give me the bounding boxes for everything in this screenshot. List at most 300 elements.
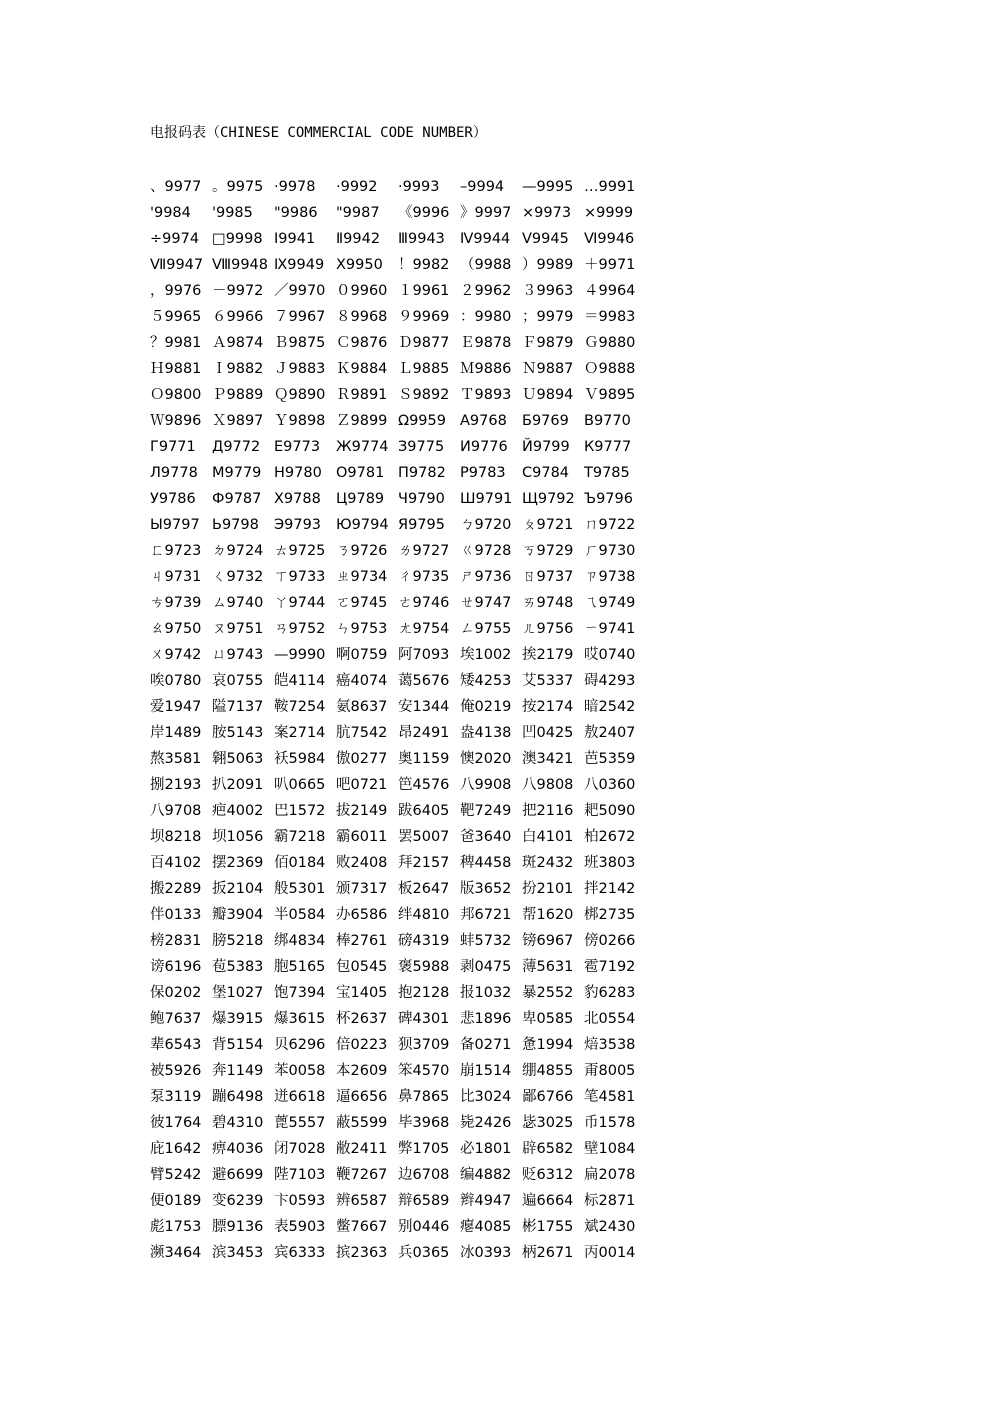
- code-entry: ）9989: [522, 257, 574, 273]
- code-entry: Ｍ9886: [460, 361, 512, 377]
- table-row: [150, 798, 670, 824]
- code-entry: 唉0780: [150, 673, 202, 689]
- code-entry: 吧0721: [336, 777, 388, 793]
- code-entry: 蓖5557: [274, 1115, 326, 1131]
- code-entry: Ь9798: [212, 517, 259, 533]
- table-row: [150, 772, 670, 798]
- code-entry: 爱1947: [150, 699, 202, 715]
- code-entry: 雹7192: [584, 959, 636, 975]
- code-entry: 皑4114: [274, 673, 326, 689]
- code-entry: 把2116: [522, 803, 574, 819]
- table-row: [150, 1058, 670, 1084]
- code-entry: Ⅹ9950: [336, 257, 383, 273]
- code-entry: ㄖ9737: [522, 569, 574, 585]
- table-row: [150, 200, 670, 226]
- code-entry: Ⅲ9943: [398, 231, 445, 247]
- code-entry: 昂2491: [398, 725, 450, 741]
- code-entry: Ы9797: [150, 517, 200, 533]
- code-entry: ：9980: [460, 309, 512, 325]
- code-entry: ！9982: [398, 257, 450, 273]
- code-entry: 币1578: [584, 1115, 636, 1131]
- code-entry: С9784: [522, 465, 570, 481]
- code-entry: 斑2432: [522, 855, 574, 871]
- code-entry: Ж9774: [336, 439, 389, 455]
- code-entry: 保0202: [150, 985, 202, 1001]
- code-entry: —9995: [522, 179, 574, 195]
- code-entry: Т9785: [584, 465, 630, 481]
- code-entry: 鞍7254: [274, 699, 326, 715]
- code-entry: Э9793: [274, 517, 322, 533]
- table-row: [150, 304, 670, 330]
- code-entry: 堡1027: [212, 985, 264, 1001]
- code-entry: 濒3464: [150, 1245, 202, 1261]
- code-entry: 鄙6766: [522, 1089, 574, 1105]
- code-entry: 《9996: [398, 205, 450, 221]
- table-row: [150, 408, 670, 434]
- code-entry: 翱5063: [212, 751, 264, 767]
- code-entry: ；9979: [522, 309, 574, 325]
- table-row: [150, 382, 670, 408]
- code-entry: О9781: [336, 465, 385, 481]
- code-entry: ㄎ9729: [522, 543, 574, 559]
- code-entry: 榜2831: [150, 933, 202, 949]
- table-row: [150, 1006, 670, 1032]
- code-entry: ㄛ9745: [336, 595, 388, 611]
- code-entry: 隘7137: [212, 699, 264, 715]
- code-entry: 胞5165: [274, 959, 326, 975]
- code-entry: 伴0133: [150, 907, 202, 923]
- code-entry: 卑0585: [522, 1011, 574, 1027]
- code-entry: Ｃ9876: [336, 335, 388, 351]
- code-entry: 鳖7667: [336, 1219, 388, 1235]
- table-row: [150, 538, 670, 564]
- code-entry: 板2647: [398, 881, 450, 897]
- code-entry: 表5903: [274, 1219, 326, 1235]
- code-entry: 滨3453: [212, 1245, 264, 1261]
- code-entry: 傲0277: [336, 751, 388, 767]
- code-entry: 靶7249: [460, 803, 512, 819]
- code-entry: 毙2426: [460, 1115, 512, 1131]
- code-entry: Ｒ9891: [336, 387, 388, 403]
- code-entry: 扒2091: [212, 777, 264, 793]
- code-entry: 梆2735: [584, 907, 636, 923]
- table-row: [150, 1032, 670, 1058]
- table-row: [150, 824, 670, 850]
- code-entry: 惫1994: [522, 1037, 574, 1053]
- code-entry: 爸3640: [460, 829, 512, 845]
- code-entry: ２9962: [460, 283, 512, 299]
- code-entry: 编4882: [460, 1167, 512, 1183]
- code-entry: 磅4319: [398, 933, 450, 949]
- code-entry: Л9778: [150, 465, 198, 481]
- code-entry: ６9966: [212, 309, 264, 325]
- code-entry: 绷4855: [522, 1063, 574, 1079]
- code-entry: Ｙ9898: [274, 413, 326, 429]
- code-entry: 绊4810: [398, 907, 450, 923]
- code-entry: 盎4138: [460, 725, 512, 741]
- code-entry: 佰0184: [274, 855, 326, 871]
- code-entry: Ｉ9882: [212, 361, 264, 377]
- table-row: [150, 486, 670, 512]
- code-entry: ／9970: [274, 283, 326, 299]
- code-entry: 笨4570: [398, 1063, 450, 1079]
- code-entry: 焙3538: [584, 1037, 636, 1053]
- code-entry: 巴1572: [274, 803, 326, 819]
- code-entry: 贬6312: [522, 1167, 574, 1183]
- code-entry: 彬1755: [522, 1219, 574, 1235]
- code-entry: 蔼5676: [398, 673, 450, 689]
- code-entry: ５9965: [150, 309, 202, 325]
- code-entry: ㄈ9723: [150, 543, 202, 559]
- code-entry: 被5926: [150, 1063, 202, 1079]
- code-entry: 安1344: [398, 699, 450, 715]
- code-entry: 庇1642: [150, 1141, 202, 1157]
- code-entry: 甭8005: [584, 1063, 636, 1079]
- code-entry: □9998: [212, 231, 263, 247]
- code-entry: 扁2078: [584, 1167, 636, 1183]
- code-entry: 鲍7637: [150, 1011, 202, 1027]
- code-entry: －9972: [212, 283, 264, 299]
- code-entry: 熬3581: [150, 751, 202, 767]
- code-entry: 毖3025: [522, 1115, 574, 1131]
- code-entry: 敖2407: [584, 725, 636, 741]
- code-entry: 悲1896: [460, 1011, 512, 1027]
- code-entry: 颁7317: [336, 881, 388, 897]
- code-entry: В9770: [584, 413, 631, 429]
- code-entry: 挨2179: [522, 647, 574, 663]
- code-entry: Ю9794: [336, 517, 389, 533]
- code-entry: 弊1705: [398, 1141, 450, 1157]
- code-entry: 辫4947: [460, 1193, 512, 1209]
- code-entry: 拜2157: [398, 855, 450, 871]
- code-entry: Я9795: [398, 517, 445, 533]
- code-entry: 辈6543: [150, 1037, 202, 1053]
- code-entry: ·9978: [274, 179, 316, 195]
- table-row: [150, 460, 670, 486]
- table-row: [150, 1084, 670, 1110]
- code-entry: 贝6296: [274, 1037, 326, 1053]
- table-row: [150, 1188, 670, 1214]
- code-entry: ㄞ9748: [522, 595, 574, 611]
- code-entry: ７9967: [274, 309, 326, 325]
- code-entry: 癌4074: [336, 673, 388, 689]
- code-entry: 别0446: [398, 1219, 450, 1235]
- code-entry: ㄦ9756: [522, 621, 574, 637]
- code-entry: 彪1753: [150, 1219, 202, 1235]
- code-entry: 搬2289: [150, 881, 202, 897]
- code-entry: ÷9974: [150, 231, 200, 247]
- code-entry: 背5154: [212, 1037, 264, 1053]
- code-entry: ？9981: [150, 335, 202, 351]
- code-entry: 八9908: [460, 777, 512, 793]
- code-entry: Б9769: [522, 413, 569, 429]
- code-entry: 敝2411: [336, 1141, 388, 1157]
- code-entry: 狈3709: [398, 1037, 450, 1053]
- code-entry: 霸6011: [336, 829, 388, 845]
- code-entry: Ｄ9877: [398, 335, 450, 351]
- code-entry: ㄟ9749: [584, 595, 636, 611]
- code-entry: ㄡ9751: [212, 621, 264, 637]
- code-entry: 阿7093: [398, 647, 450, 663]
- table-row: [150, 954, 670, 980]
- code-entry: 摈2363: [336, 1245, 388, 1261]
- code-entry: 矮4253: [460, 673, 512, 689]
- code-entry: 鞭7267: [336, 1167, 388, 1183]
- code-entry: 豹6283: [584, 985, 636, 1001]
- code-entry: ㄣ9753: [336, 621, 388, 637]
- code-entry: Ф9787: [212, 491, 262, 507]
- code-entry: 稗4458: [460, 855, 512, 871]
- code-entry: "9986: [274, 205, 318, 221]
- code-entry: Ｚ9899: [336, 413, 388, 429]
- code-entry: Н9780: [274, 465, 322, 481]
- code-entry: 袄5984: [274, 751, 326, 767]
- code-entry: 辟6582: [522, 1141, 574, 1157]
- code-entry: ㄨ9742: [150, 647, 202, 663]
- code-entry: ㄗ9738: [584, 569, 636, 585]
- code-entry: "9987: [336, 205, 380, 221]
- code-entry: ０9960: [336, 283, 388, 299]
- code-entry: 蹦6498: [212, 1089, 264, 1105]
- code-entry: 本2609: [336, 1063, 388, 1079]
- code-entry: 哎0740: [584, 647, 636, 663]
- code-entry: ，9976: [150, 283, 202, 299]
- code-entry: ㄋ9726: [336, 543, 388, 559]
- code-entry: Щ9792: [522, 491, 575, 507]
- code-entry: 白4101: [522, 829, 574, 845]
- code-entry: 蔽5599: [336, 1115, 388, 1131]
- code-entry: 北0554: [584, 1011, 636, 1027]
- code-entry: １9961: [398, 283, 450, 299]
- table-row: [150, 850, 670, 876]
- table-row: [150, 694, 670, 720]
- code-entry: Ｗ9896: [150, 413, 202, 429]
- code-entry: 澳3421: [522, 751, 574, 767]
- code-entry: ㄧ9741: [584, 621, 636, 637]
- code-entry: 败2408: [336, 855, 388, 871]
- code-entry: ㄤ9754: [398, 621, 450, 637]
- table-row: [150, 174, 670, 200]
- code-entry: 拌2142: [584, 881, 636, 897]
- code-entry: ㄊ9725: [274, 543, 326, 559]
- code-entry: Ｂ9875: [274, 335, 326, 351]
- code-entry: 碧4310: [212, 1115, 264, 1131]
- table-row: [150, 668, 670, 694]
- code-entry: Ч9790: [398, 491, 445, 507]
- code-entry: ４9964: [584, 283, 636, 299]
- code-entry: 柄2671: [522, 1245, 574, 1261]
- code-entry: 辩6589: [398, 1193, 450, 1209]
- code-entry: 宾6333: [274, 1245, 326, 1261]
- code-entry: 哀0755: [212, 673, 264, 689]
- code-entry: 壁1084: [584, 1141, 636, 1157]
- code-entry: 、9977: [150, 179, 202, 195]
- code-entry: 般5301: [274, 881, 326, 897]
- code-entry: 》9997: [460, 205, 512, 221]
- code-entry: 半0584: [274, 907, 326, 923]
- code-entry: Ｑ9890: [274, 387, 326, 403]
- code-entry: ㄍ9728: [460, 543, 512, 559]
- code-table: [150, 174, 670, 1266]
- code-entry: 丙0014: [584, 1245, 636, 1261]
- code-entry: 谤6196: [150, 959, 202, 975]
- code-entry: Е9773: [274, 439, 321, 455]
- code-entry: 遍6664: [522, 1193, 574, 1209]
- code-entry: 辨6587: [336, 1193, 388, 1209]
- code-entry: М9779: [212, 465, 262, 481]
- table-row: [150, 980, 670, 1006]
- code-entry: 膘9136: [212, 1219, 264, 1235]
- code-entry: 逼6656: [336, 1089, 388, 1105]
- code-entry: 办6586: [336, 907, 388, 923]
- code-entry: 坝1056: [212, 829, 264, 845]
- code-entry: 镑6967: [522, 933, 574, 949]
- code-entry: 班3803: [584, 855, 636, 871]
- code-entry: 苯0058: [274, 1063, 326, 1079]
- code-entry: 泵3119: [150, 1089, 202, 1105]
- code-entry: Ⅷ9948: [212, 257, 268, 273]
- code-entry: 苞5383: [212, 959, 264, 975]
- code-entry: 便0189: [150, 1193, 202, 1209]
- code-entry: –9994: [460, 179, 505, 195]
- code-entry: 凹0425: [522, 725, 574, 741]
- code-entry: 鼻7865: [398, 1089, 450, 1105]
- code-entry: 陛7103: [274, 1167, 326, 1183]
- code-entry: 罢5007: [398, 829, 450, 845]
- code-entry: 捌2193: [150, 777, 202, 793]
- code-entry: И9776: [460, 439, 508, 455]
- code-entry: 卞0593: [274, 1193, 326, 1209]
- code-entry: 俺0219: [460, 699, 512, 715]
- code-entry: 版3652: [460, 881, 512, 897]
- code-entry: 八9808: [522, 777, 574, 793]
- code-entry: Ｆ9879: [522, 335, 574, 351]
- code-entry: 斌2430: [584, 1219, 636, 1235]
- code-entry: 摆2369: [212, 855, 264, 871]
- code-entry: ＝9983: [584, 309, 636, 325]
- code-entry: 蚌5732: [460, 933, 512, 949]
- table-row: [150, 876, 670, 902]
- code-entry: 碍4293: [584, 673, 636, 689]
- code-entry: 奔1149: [212, 1063, 264, 1079]
- code-entry: 宝1405: [336, 985, 388, 1001]
- code-entry: 瘪4085: [460, 1219, 512, 1235]
- code-entry: ㄙ9740: [212, 595, 264, 611]
- code-entry: Ｅ9878: [460, 335, 512, 351]
- code-entry: 比3024: [460, 1089, 512, 1105]
- code-entry: 肮7542: [336, 725, 388, 741]
- code-entry: '9985: [212, 205, 253, 221]
- table-row: [150, 1110, 670, 1136]
- code-entry: '9984: [150, 205, 191, 221]
- code-entry: 八9708: [150, 803, 202, 819]
- code-entry: 碑4301: [398, 1011, 450, 1027]
- code-entry: У9786: [150, 491, 196, 507]
- code-entry: 暴2552: [522, 985, 574, 1001]
- code-entry: 按2174: [522, 699, 574, 715]
- code-entry: 胺5143: [212, 725, 264, 741]
- code-entry: 埃1002: [460, 647, 512, 663]
- code-entry: Й9799: [522, 439, 570, 455]
- code-entry: Р9783: [460, 465, 506, 481]
- code-entry: 剥0475: [460, 959, 512, 975]
- table-row: [150, 616, 670, 642]
- code-entry: Ⅴ9945: [522, 231, 569, 247]
- code-entry: 痹4036: [212, 1141, 264, 1157]
- code-entry: Ｔ9893: [460, 387, 512, 403]
- code-entry: ㄐ9731: [150, 569, 202, 585]
- code-entry: Ｎ9887: [522, 361, 574, 377]
- code-entry: 饱7394: [274, 985, 326, 1001]
- code-entry: 扳2104: [212, 881, 264, 897]
- code-entry: Ｕ9894: [522, 387, 574, 403]
- code-entry: 邦6721: [460, 907, 512, 923]
- code-entry: 岸1489: [150, 725, 202, 741]
- code-entry: ·9992: [336, 179, 378, 195]
- code-entry: ㄓ9734: [336, 569, 388, 585]
- code-entry: Ｏ9800: [150, 387, 202, 403]
- code-entry: 爆3615: [274, 1011, 326, 1027]
- code-entry: ㄩ9743: [212, 647, 264, 663]
- code-entry: Ｏ9888: [584, 361, 636, 377]
- code-entry: 芭5359: [584, 751, 636, 767]
- code-entry: 笆4576: [398, 777, 450, 793]
- code-entry: Г9771: [150, 439, 196, 455]
- document-title: 电报码表（CHINESE COMMERCIAL CODE NUMBER）: [150, 125, 487, 141]
- table-row: [150, 902, 670, 928]
- code-entry: 崩1514: [460, 1063, 512, 1079]
- code-entry: ㄆ9721: [522, 517, 574, 533]
- code-entry: 懊2020: [460, 751, 512, 767]
- code-entry: 瓣3904: [212, 907, 264, 923]
- code-entry: Ⅱ9942: [336, 231, 381, 247]
- code-entry: 霸7218: [274, 829, 326, 845]
- table-row: [150, 590, 670, 616]
- code-entry: З9775: [398, 439, 445, 455]
- table-row: [150, 252, 670, 278]
- code-entry: П9782: [398, 465, 446, 481]
- code-entry: Ａ9874: [212, 335, 264, 351]
- code-entry: Ⅰ9941: [274, 231, 316, 247]
- code-entry: 迸6618: [274, 1089, 326, 1105]
- code-entry: Ⅵ9946: [584, 231, 635, 247]
- code-entry: Ｇ9880: [584, 335, 636, 351]
- code-entry: Ⅸ9949: [274, 257, 325, 273]
- table-row: [150, 642, 670, 668]
- code-entry: ㄜ9746: [398, 595, 450, 611]
- code-entry: 柏2672: [584, 829, 636, 845]
- code-entry: 臂5242: [150, 1167, 202, 1183]
- code-entry: А9768: [460, 413, 507, 429]
- table-row: [150, 746, 670, 772]
- code-entry: 标2871: [584, 1193, 636, 1209]
- code-entry: 爆3915: [212, 1011, 264, 1027]
- code-entry: ㄥ9755: [460, 621, 512, 637]
- code-entry: 跋6405: [398, 803, 450, 819]
- code-entry: ８9968: [336, 309, 388, 325]
- code-entry: Ｖ9895: [584, 387, 636, 403]
- code-entry: ×9999: [584, 205, 634, 221]
- code-entry: 疤4002: [212, 803, 264, 819]
- code-entry: Ｐ9889: [212, 387, 264, 403]
- code-entry: 包0545: [336, 959, 388, 975]
- code-entry: ×9973: [522, 205, 572, 221]
- code-entry: 褒5988: [398, 959, 450, 975]
- code-entry: ㄠ9750: [150, 621, 202, 637]
- table-row: [150, 1162, 670, 1188]
- code-entry: 倍0223: [336, 1037, 388, 1053]
- code-entry: 报1032: [460, 985, 512, 1001]
